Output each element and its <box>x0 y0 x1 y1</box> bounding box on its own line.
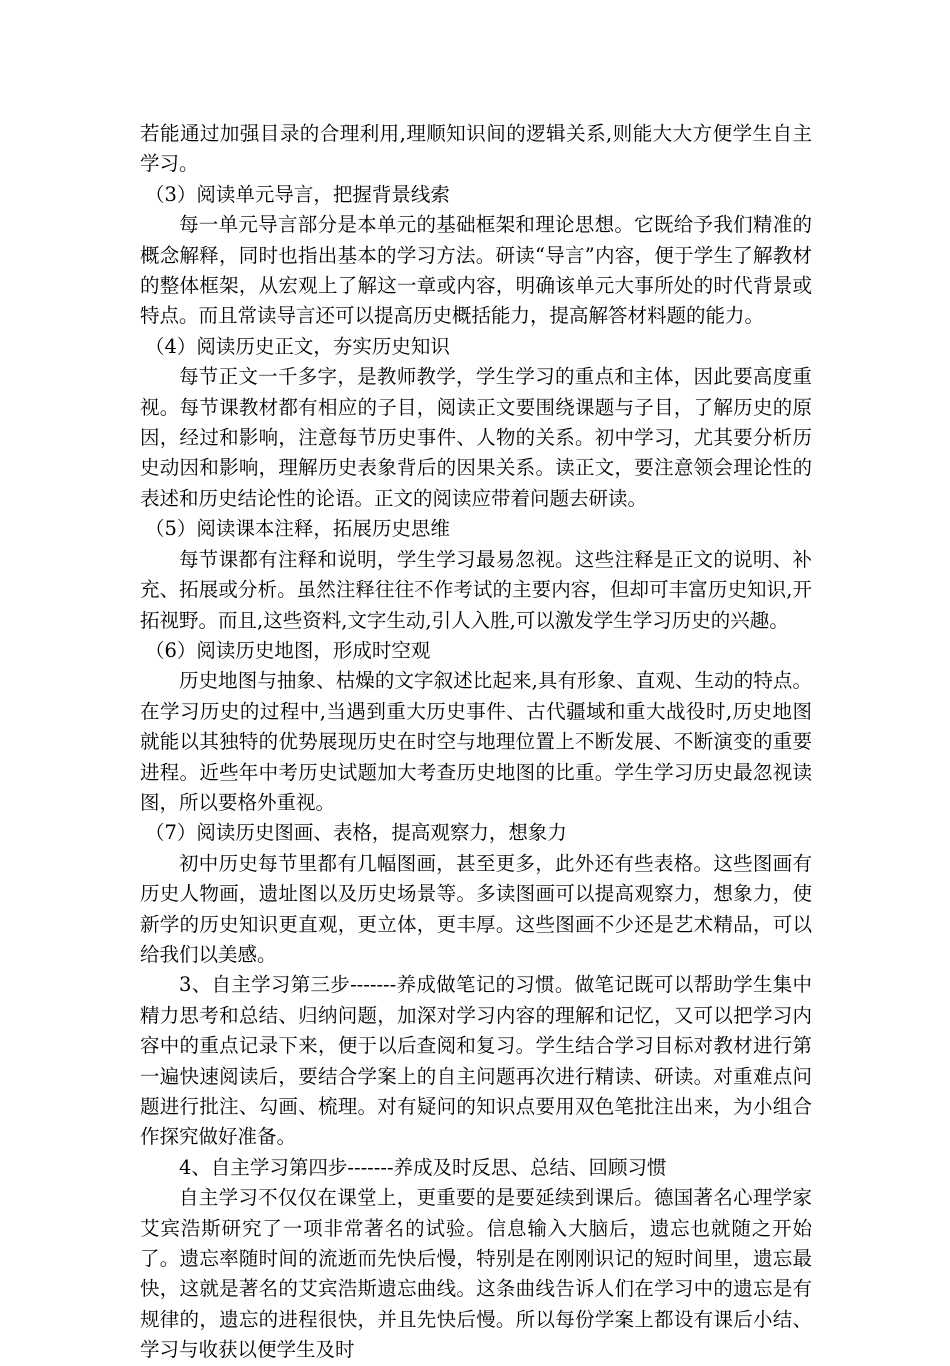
section-heading-4: （4）阅读历史正文，夯实历史知识 <box>145 334 450 358</box>
paragraph-step-4: 自主学习不仅仅在课堂上，更重要的是要延续到课后。德国著名心理学家艾宾浩斯研究了一项非常著名的试验。信息输入大脑后，遗忘也就随之开始了。遗忘率随时间的流逝而先快后慢，特别是在刚刚识记的短时间里，遗忘最快，这就是著名的艾宾浩斯遗忘曲线。这条曲线告诉人们在学习中的遗忘是有规律的，遗忘的进程很快，并且先快后慢。所以每份学案上都设有课后小结、学习与收获以便学生及时 <box>140 1186 812 1362</box>
paragraph-annotations: 每节课都有注释和说明，学生学习最易忽视。这些注释是正文的说明、补充、拓展或分析。虽然注释往往不作考试的主要内容，但却可丰富历史知识,开拓视野。而且,这些资料,文字生动,引人入胜,可以激发学生学习历史的兴趣。 <box>140 547 812 632</box>
paragraph-step-4-title: 4、自主学习第四步-------养成及时反思、总结、回顾习惯 <box>179 1155 667 1179</box>
paragraph-maps: 历史地图与抽象、枯燥的文字叙述比起来,具有形象、直观、生动的特点。在学习历史的过程中,当遇到重大历史事件、古代疆域和重大战役时,历史地图就能以其独特的优势展现历史在时空与地理位置上不断发展、不断演变的重要进程。近些年中考历史试题加大考查历史地图的比重。学生学习历史最忽视读图，所以要格外重视。 <box>140 669 812 814</box>
section-heading-6: （6）阅读历史地图，形成时空观 <box>145 638 431 662</box>
section-heading-3: （3）阅读单元导言，把握背景线索 <box>145 182 450 206</box>
section-heading-5: （5）阅读课本注释，拓展历史思维 <box>145 517 450 541</box>
paragraph-pictures: 初中历史每节里都有几幅图画，甚至更多，此外还有些表格。这些图画有历史人物画，遗址图以及历史场景等。多读图画可以提高观察力，想象力，使新学的历史知识更直观，更立体，更丰厚。这些图画不少还是艺术精品，可以给我们以美感。 <box>140 851 812 966</box>
document-page <box>140 119 812 1366</box>
paragraph-step-3: 3、自主学习第三步-------养成做笔记的习惯。做笔记既可以帮助学生集中精力思考和总结、归纳问题，加深对学习内容的理解和记忆，又可以把学习内容中的重点记录下来，便于以后查阅和复习。学生结合学习目标对教材进行第一遍快速阅读后，要结合学案上的自主问题再次进行精读、研读。对重难点问题进行批注、勾画、梳理。对有疑问的知识点要用双色笔批注出来，为小组合作探究做好准备。 <box>140 973 812 1149</box>
section-heading-7: （7）阅读历史图画、表格，提高观察力，想象力 <box>145 821 567 845</box>
paragraph-intro: 若能通过加强目录的合理利用,理顺知识间的逻辑关系,则能大大方便学生自主学习。 <box>140 122 812 176</box>
paragraph-unit-intro: 每一单元导言部分是本单元的基础框架和理论思想。它既给予我们精准的概念解释，同时也指出基本的学习方法。研读“导言”内容，便于学生了解教材的整体框架，从宏观上了解这一章或内容，明确该单元大事所处的时代背景或特点。而且常读导言还可以提高历史概括能力，提高解答材料题的能力。 <box>140 213 812 328</box>
paragraph-main-text: 每节正文一千多字，是教师教学，学生学习的重点和主体，因此要高度重视。每节课教材都有相应的子目，阅读正文要围绕课题与子目，了解历史的原因，经过和影响，注意每节历史事件、人物的关系。初中学习，尤其要分析历史动因和影响，理解历史表象背后的因果关系。读正文，要注意领会理论性的表述和历史结论性的论语。正文的阅读应带着问题去研读。 <box>140 365 812 510</box>
